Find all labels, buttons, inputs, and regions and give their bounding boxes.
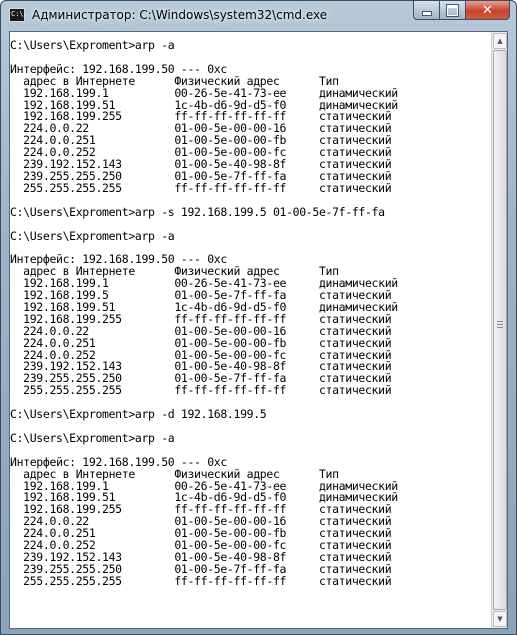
title-bar[interactable] <box>1 1 516 31</box>
console-text: C:\Users\Exproment>arp -a Интерфейс: 192.168.199.50 --- 0xc адрес в Интернете Физический адрес Тип 192.168.199.1 00-26-5e-41-73-ee динамический 192.168.199.51 1c-4b-d6-9d-d5-f0 динамический 192.168.199.255 ff-ff-ff-ff-ff-ff статический 224.0.0.22 01-00-5e-00-00-16 статический 224.0.0.251 01-00-5e-00-00-fb статический 224.0.0.252 01-00-5e-00-00-fc статический 239.192.152.143 01-00-5e-40-98-8f статический 239.255.255.250 01-00-5e-7f-ff-fa статический 255.255.255.255 ff-ff-ff-ff-ff-ff статический C:\Users\Exproment>arp -s 192.168.199.5 01-00-5e-7f-ff-fa C:\Users\Exproment>arp -a Интерфейс: 192.168.199.50 --- 0xc адрес в Интернете Физический адрес Тип 192.168.199.1 00-26-5e-41-73-ee динамический 192.168.199.5 01-00-5e-7f-ff-fa статический 192.168.199.51 1c-4b-d6-9d-d5-f0 динамический 192.168.199.255 ff-ff-ff-ff-ff-ff статический 224.0.0.22 01-00-5e-00-00-16 статический 224.0.0.251 01-00-5e-00-00-fb статический 224.0.0.252 01-00-5e-00-00-fc статический 239.192.152.143 01-00-5e-40-98-8f статический 239.255.255.250 01-00-5e-7f-ff-fa статический 255.255.255.255 ff-ff-ff-ff-ff-ff статический C:\Users\Exproment>arp -d 192.168.199.5 C:\Users\Exproment>arp -a Интерфейс: 192.168.199.50 --- 0xc адрес в Интернете Физический адрес Тип 192.168.199.1 00-26-5e-41-73-ee динамический 192.168.199.51 1c-4b-d6-9d-d5-f0 динамический 192.168.199.255 ff-ff-ff-ff-ff-ff статический 224.0.0.22 01-00-5e-00-00-16 статический 224.0.0.251 01-00-5e-00-00-fb статический 224.0.0.252 01-00-5e-00-00-fc статический 239.192.152.143 01-00-5e-40-98-8f статический 239.255.255.250 01-00-5e-7f-ff-fa статический 255.255.255.255 ff-ff-ff-ff-ff-ff статический <box>10 38 398 588</box>
console-client-area <box>9 31 508 629</box>
vertical-scrollbar[interactable] <box>491 32 507 628</box>
arrow-down-icon: ▼ <box>497 615 503 623</box>
close-icon: ✕ <box>482 2 493 18</box>
cmd-icon[interactable]: C:\. <box>9 8 25 22</box>
maximize-icon <box>447 5 458 16</box>
console-output[interactable] <box>10 32 491 628</box>
scroll-up-button[interactable] <box>493 33 507 49</box>
maximize-button[interactable] <box>440 1 466 20</box>
scroll-thumb[interactable] <box>493 50 507 610</box>
scroll-down-button[interactable] <box>493 611 507 627</box>
window-title: Администратор: C:\Windows\system32\cmd.exe <box>32 8 328 22</box>
close-button[interactable] <box>466 1 510 20</box>
caption-buttons <box>413 1 510 20</box>
grip-icon <box>497 321 503 329</box>
minimize-button[interactable] <box>413 1 440 20</box>
arrow-up-icon: ▲ <box>497 37 503 45</box>
minimize-icon <box>422 11 432 16</box>
